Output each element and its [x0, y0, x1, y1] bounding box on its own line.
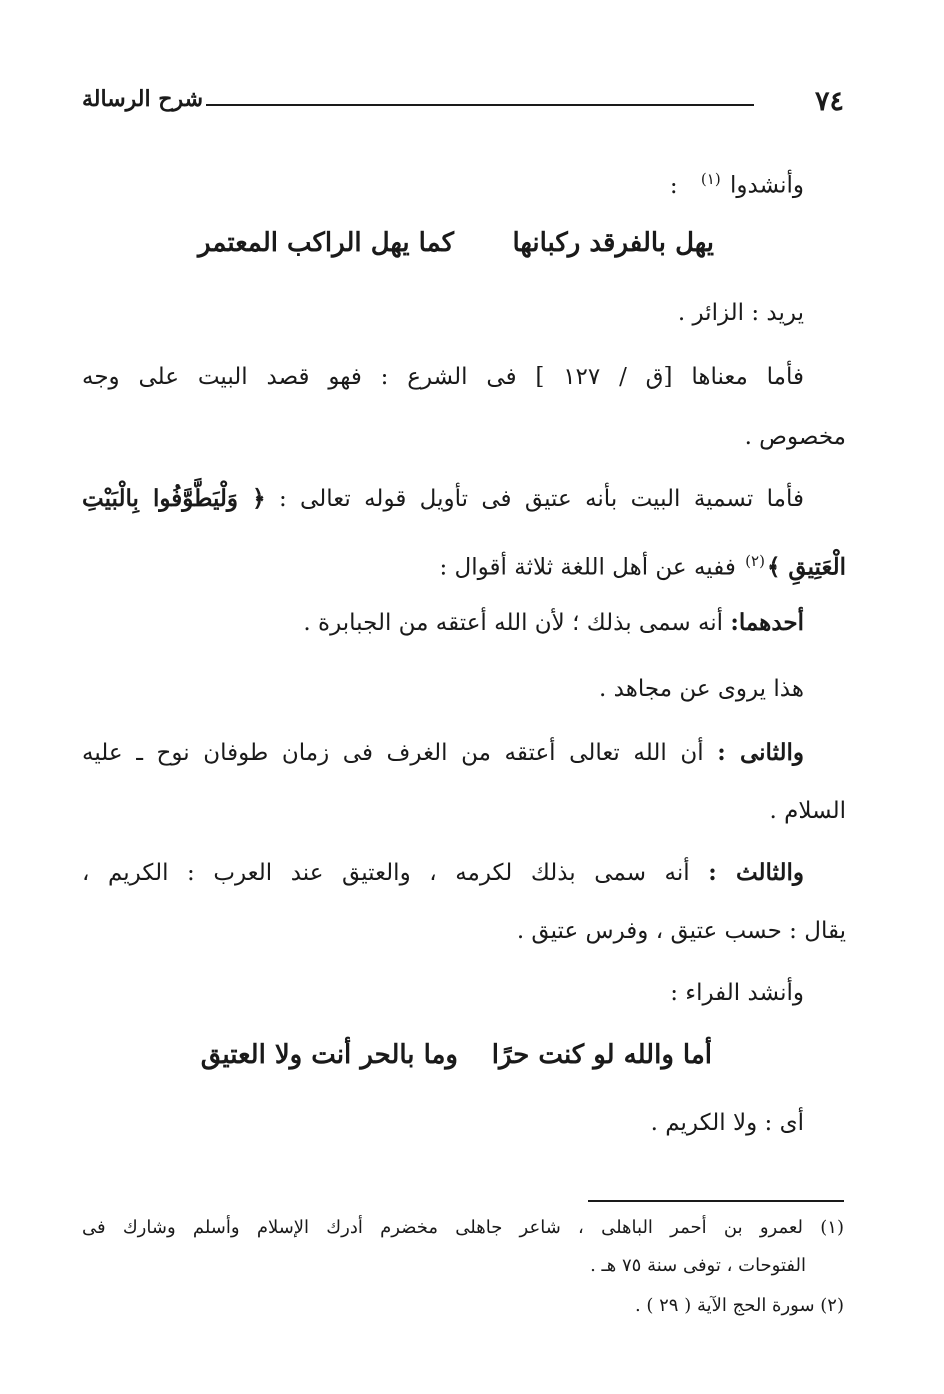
text-line: يريد : الزائر . [677, 300, 804, 326]
running-title: شرح الرسالة [82, 86, 204, 112]
page-number: ٧٤ [814, 86, 844, 117]
footnote-ref: (٢) [745, 552, 765, 570]
text-line: هذا يروى عن مجاهد . [599, 676, 804, 702]
footnote-1: (١) لعمرو بن أحمر الباهلى ، شاعر جاهلى مخضرم أدرك الإسلام وأسلم وشارك فى [82, 1217, 844, 1238]
line-text: أنه سمى بذلك ؛ لأن الله أعتقه من الجبابرة . [303, 610, 724, 636]
text-line: يقال : حسب عتيق ، وفرس عتيق . [516, 918, 846, 944]
page-header [82, 84, 844, 124]
label-bold: والثانى : [717, 739, 805, 766]
label-bold: أحدهما: [730, 609, 804, 636]
text-line [82, 856, 804, 890]
footnote-1-continued: الفتوحات ، توفى سنة ٧٥ هـ . [590, 1255, 806, 1276]
text-line: وأنشد الفراء : [670, 980, 804, 1006]
footnote-2: (٢) سورة الحج الآية ( ٢٩ ) . [634, 1295, 844, 1316]
text-line [440, 544, 847, 585]
text-line: السلام . [769, 798, 846, 824]
line-text: وأنشدوا [730, 172, 804, 199]
text-line: مخصوص . [744, 424, 846, 450]
verse-hemistich-1: يهل بالفرقد ركبانها [512, 228, 714, 258]
text-line: فأما معناها [ق / ١٢٧ ] فى الشرع : فهو قصد البيت على وجه [82, 364, 804, 390]
text-line [670, 162, 804, 203]
verse-hemistich-1: أما والله لو كنت حرًا [491, 1040, 712, 1070]
verse-hemistich-2: وما بالحر أنت ولا العتيق [200, 1040, 458, 1070]
text-line [82, 482, 804, 516]
line-text: أنه سمى بذلك لكرمه ، والعتيق عند العرب : الكريم ، [82, 860, 690, 886]
footnote-rule [588, 1200, 844, 1202]
text-line [82, 736, 804, 770]
quran-text: الْعَتِيقِ ﴾ [766, 553, 846, 581]
line-text: أن الله تعالى أعتقه من الغرف فى زمان طوفان نوح ـ عليه [82, 740, 704, 766]
label-bold: والثالث : [708, 859, 805, 886]
text-line: أى : ولا الكريم . [650, 1110, 804, 1136]
text-line [303, 606, 804, 640]
verse-hemistich-2: كما يهل الراكب المعتمر [198, 228, 454, 258]
line-text: ففيه عن أهل اللغة ثلاثة أقوال : [439, 554, 736, 581]
line-text: : [669, 172, 678, 199]
footnote-ref: (١) [700, 170, 721, 188]
line-text: فأما تسمية البيت بأنه عتيق فى تأويل قوله تعالى : [278, 486, 804, 512]
header-rule [206, 104, 754, 106]
quran-text: ﴿ وَلْيَطَّوَّفُوا بِالْبَيْتِ [82, 485, 266, 512]
